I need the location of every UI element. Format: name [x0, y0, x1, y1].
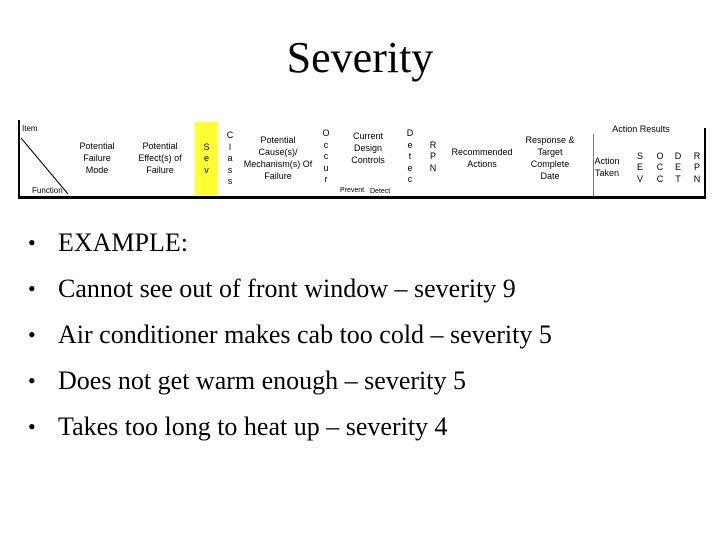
detec-header: D e t e c: [406, 128, 414, 185]
occur-header: O c c u r: [322, 128, 330, 185]
item-label: Item: [22, 124, 38, 133]
action-results-header: Action Results: [612, 124, 670, 134]
occ-result-header: O C C: [656, 150, 664, 184]
sev-header: S e v: [203, 141, 210, 175]
class-header: C l a s s: [226, 130, 234, 187]
prevent-label: Prevent: [340, 187, 365, 194]
bullet-item: • Air conditioner makes cab too cold – severity 5: [28, 312, 708, 358]
slide-title: Severity: [286, 33, 434, 82]
detect-label: Detect: [370, 188, 391, 195]
bullet-item: • Does not get warm enough – severity 5: [28, 358, 708, 404]
sev-result-header: S E V: [636, 150, 643, 184]
recommended-actions-header: Recommended Actions: [451, 147, 513, 169]
fmea-form-header: [18, 120, 708, 200]
potential-effects-header: Potential Effect(s) of Failure: [138, 141, 182, 175]
potential-failure-mode-header: Potential Failure Mode: [79, 141, 115, 175]
header-bottom-border: [18, 196, 706, 199]
bullet-item: • Takes too long to heat up – severity 4: [28, 404, 708, 450]
bullet-item: • Cannot see out of front window – severity 9: [28, 266, 708, 312]
bullet-item: • EXAMPLE:: [28, 220, 708, 266]
bullet-list: [28, 220, 708, 450]
function-label: Function: [32, 186, 63, 195]
det-result-header: D E T: [674, 150, 682, 184]
response-target-date-header: Response & Target Complete Date: [525, 135, 575, 181]
action-taken-header: Action Taken: [594, 156, 620, 178]
rpn-result-header: R P N: [693, 150, 701, 184]
rpn-header: R P N: [429, 139, 437, 173]
current-design-controls-header: Current Design Controls: [351, 131, 385, 165]
potential-causes-header: Potential Cause(s)/ Mechanism(s) Of Failure: [243, 135, 313, 181]
